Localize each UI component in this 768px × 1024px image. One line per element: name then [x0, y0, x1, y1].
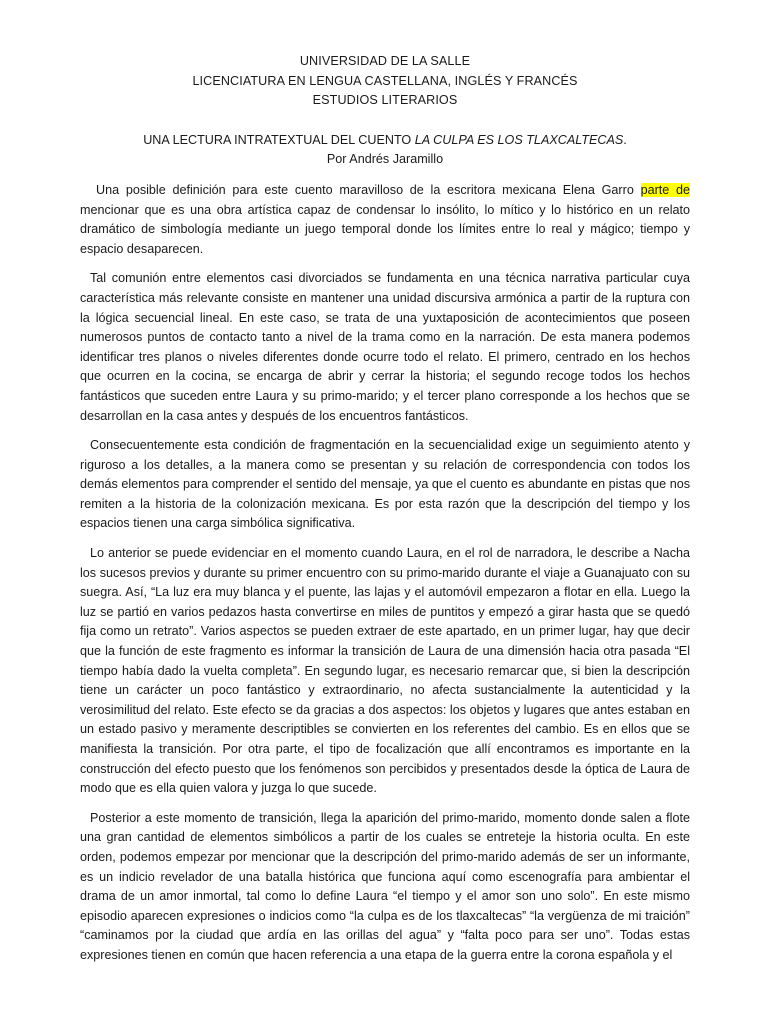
- paragraph-2: Tal comunión entre elementos casi divorciados se fundamenta en una técnica narrativa particular cuya característica más relevante consiste en mantener una unidad discursiva armónica a partir de la ruptura con la lógica secuencial lineal. En este caso, se trata de una yuxtaposición de acontecimientos que poseen numerosos puntos de contacto tanto a nivel de la trama como en la narración. De esta manera podemos identificar tres planos o niveles diferentes donde ocurre todo el relato. El primero, centrado en los hechos que ocurren en la cocina, se encarga de abrir y cerrar la historia; el segundo recoge todos los hechos fantásticos que suceden entre Laura y su primo-marido; y el tercer plano corresponde a los hechos que se desarrollan en la casa antes y después de los encuentros fantásticos.: [80, 271, 690, 423]
- paragraph-5: Posterior a este momento de transición, llega la aparición del primo-marido, momento donde salen a flote una gran cantidad de elementos simbólicos a partir de los cuales se entreteje la historia oculta. En este orden, podemos empezar por mencionar que la descripción del primo-marido además de ser un informante, es un indicio revelador de una batalla histórica que funciona aquí como escenografía para ambientar el drama de un amor inmortal, tal como lo define Laura “el tiempo y el amor son uno solo”. En este mismo episodio aparecen expresiones o indicios como “la culpa es de los tlaxcaltecas” “la vergüenza de mi traición” “caminamos por la ciudad que ardía en las orillas del agua” y “falta poco para ser uno”. Todas estas expresiones tienen en común que hacen referencia a una etapa de la guerra entre la corona española y el: [80, 810, 690, 962]
- document-page: [80, 52, 690, 966]
- essay-title-suffix: .: [623, 132, 627, 147]
- highlighted-text: parte de: [640, 182, 691, 197]
- paragraph-1: [80, 181, 690, 259]
- essay-title-work: LA CULPA ES LOS TLAXCALTECAS: [414, 132, 624, 147]
- essay-author: Por Andrés Jaramillo: [326, 152, 444, 167]
- paragraph-4: Lo anterior se puede evidenciar en el momento cuando Laura, en el rol de narradora, le describe a Nacha los sucesos previos y durante su primer encuentro con su primo-marido durante el viaje a Guanajuato con su suegra. Así, “La luz era muy blanca y el puente, las lajas y el automóvil empezaron a flotar en ella. Luego la luz se partió en varios pedazos hasta convertirse en miles de puntitos y empezó a girar hasta que se quedó fija como un retrato”. Varios aspectos se pueden extraer de este apartado, en un primer lugar, hay que decir que la función de este fragmento es informar la transición de Laura de una dimensión hacia otra pasada “El tiempo había dado la vuelta completa”. En segundo lugar, es necesario remarcar que, si bien la descripción tiene un carácter un poco fantástico y extraordinario, no afecta sustancialmente la autenticidad y la verosimilitud del relato. Este efecto se da gracias a dos aspectos: los objetos y lugares que antes estaban en un estado pasivo y meramente descriptibles se convierten en los referentes del cambio. Es en ellos que se manifiesta la transición. Por otra parte, el tipo de focalización que allí encontramos es importante en la construcción del efecto puesto que los fenómenos son percibidos y presentados desde la óptica de Laura de modo que es ella quien valora y juzga lo que sucede.: [80, 546, 690, 796]
- essay-body: [80, 181, 690, 966]
- paragraph-3: Consecuentemente esta condición de fragmentación en la secuencialidad exige un seguimiento atento y riguroso a los detalles, a la manera como se presentan y su relación de correspondencia con todos los demás elementos para comprender el sentido del mensaje, ya que el cuento es abundante en pistas que nos remiten a la historia de la colonización mexicana. Es por esta razón que la descripción del tiempo y los espacios tienen una carga simbólica significativa.: [80, 438, 690, 531]
- department-name: ESTUDIOS LITERARIOS: [312, 93, 458, 108]
- paragraph-1-end: mencionar que es una obra artística capaz de condensar lo insólito, lo mítico y lo histórico en un relato dramático de simbología mediante un juego temporal donde los límites entre lo real y mágico; tiempo y espacio desaparecen.: [80, 202, 690, 256]
- essay-title-prefix: UNA LECTURA INTRATEXTUAL DEL CUENTO: [143, 132, 415, 147]
- document-header: [80, 52, 690, 111]
- paragraph-1-start: Una posible definición para este cuento maravilloso de la escritora mexicana Elena Garro: [96, 182, 641, 197]
- university-name: UNIVERSIDAD DE LA SALLE: [299, 54, 471, 68]
- essay-title-block: [80, 131, 690, 170]
- program-name: LICENCIATURA EN LENGUA CASTELLANA, INGLÉS Y FRANCÉS: [192, 73, 578, 88]
- essay-title: [80, 131, 690, 151]
